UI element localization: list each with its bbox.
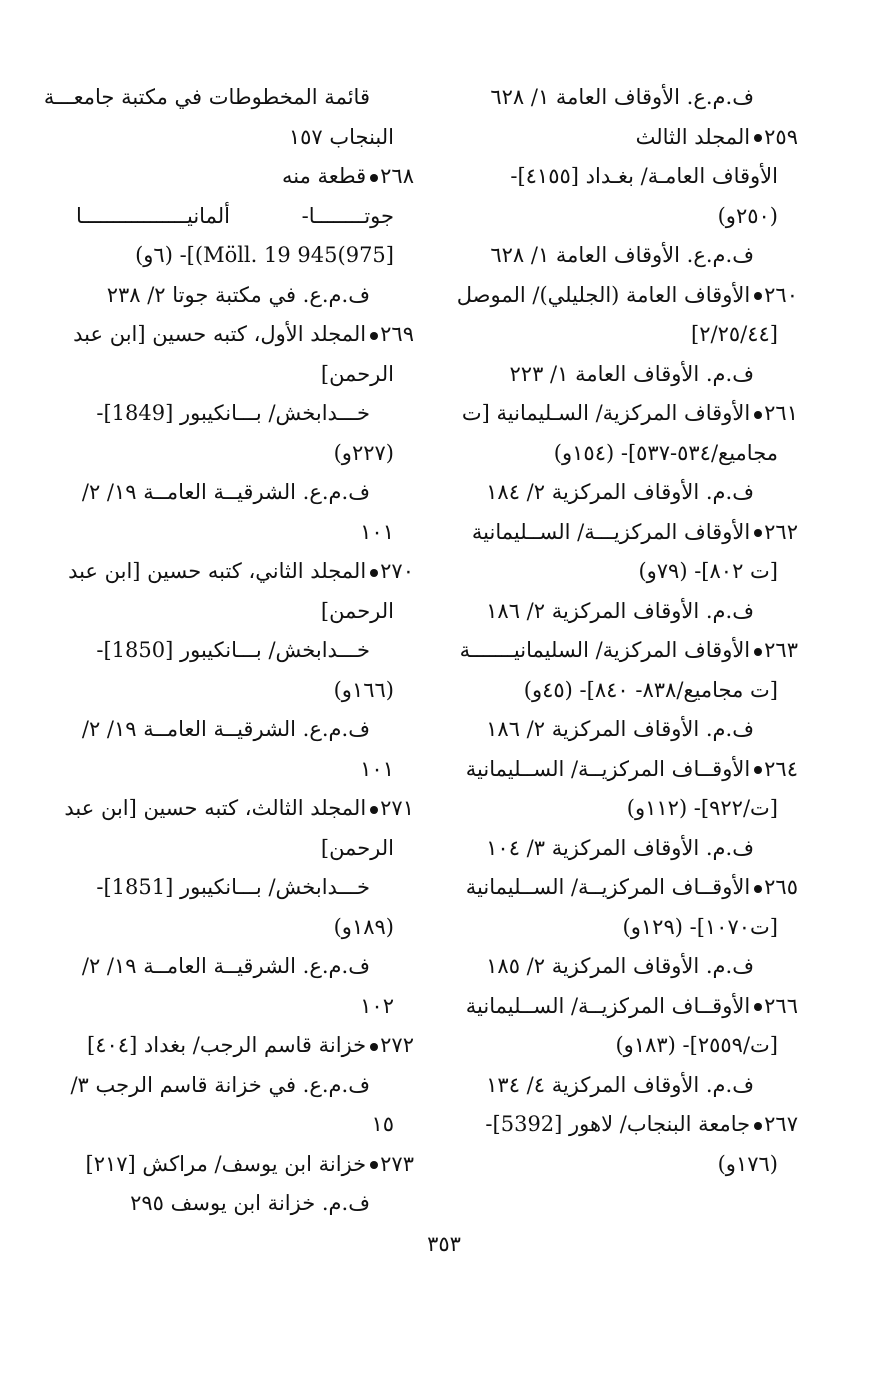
bullet-icon bbox=[754, 766, 762, 774]
right-column-line bbox=[462, 868, 798, 908]
reference-text: خـــدابخش/ بـــانكيبور [1850]- bbox=[96, 638, 370, 662]
left-column bbox=[43, 78, 414, 1224]
bullet-icon bbox=[370, 1043, 378, 1051]
entry-number: ٢٦٥ bbox=[764, 875, 798, 899]
continuation-text: ١٥ bbox=[371, 1112, 394, 1136]
right-column-line bbox=[462, 1066, 798, 1106]
entry-text: الأوقاف المركزيـــة/ الســليمانية bbox=[471, 519, 751, 544]
left-column-line bbox=[76, 987, 414, 1027]
bullet-icon bbox=[754, 648, 762, 656]
reference-text: ف.م. الأوقاف المركزية ٣/ ١٠٤ bbox=[486, 835, 754, 860]
reference-text: ف.م.ع. في خزانة قاسم الرجب ٣/ bbox=[70, 1072, 370, 1097]
continuation-text: مجاميع/٥٣٤-٥٣٧]- (١٥٤و) bbox=[553, 440, 778, 465]
left-column-line bbox=[76, 1105, 414, 1145]
left-column-line bbox=[76, 355, 414, 395]
bullet-icon bbox=[754, 529, 762, 537]
right-column-line bbox=[462, 1105, 798, 1145]
reference-text: ف.م. الأوقاف المركزية ٢/ ١٨٤ bbox=[486, 480, 754, 504]
reference-text: ف.م. الأوقاف المركزية ٢/ ١٨٥ bbox=[486, 954, 754, 978]
reference-text: ف.م.ع. الأوقاف العامة ١/ ٦٢٨ bbox=[490, 243, 754, 267]
right-column-line bbox=[462, 592, 798, 632]
continuation-text: [٢/٢٥/٤٤] bbox=[691, 322, 778, 346]
right-column-line bbox=[462, 947, 798, 987]
bullet-icon bbox=[370, 806, 378, 814]
reference-text: ف.م. الأوقاف العامة ١/ ٢٢٣ bbox=[509, 361, 754, 386]
bullet-icon bbox=[370, 332, 378, 340]
entry-number: ٢٦٦ bbox=[764, 993, 798, 1018]
entry-number: ٢٦٠ bbox=[764, 282, 798, 307]
entry-text: الأوقاف العامة (الجليلي)/ الموصل bbox=[456, 282, 751, 307]
entry-number: ٢٧٣ bbox=[380, 1151, 414, 1176]
continuation-text: [ت/٩٢٢]- (١١٢و) bbox=[626, 796, 778, 820]
entry-number: ٢٦٤ bbox=[764, 756, 798, 781]
right-column-line bbox=[462, 197, 798, 237]
entry-number: ٢٧٠ bbox=[380, 559, 414, 583]
left-column-line bbox=[76, 947, 414, 987]
left-column-line bbox=[76, 631, 414, 671]
continuation-text: ١٠١ bbox=[360, 519, 394, 544]
continuation-text: الرحمن] bbox=[320, 598, 394, 623]
reference-text: ف.م.ع. الأوقاف العامة ١/ ٦٢٨ bbox=[490, 85, 754, 109]
left-column-line bbox=[76, 1184, 414, 1224]
bullet-icon bbox=[370, 569, 378, 577]
left-column-line bbox=[43, 78, 414, 118]
left-column-line bbox=[76, 157, 414, 197]
reference-text: خـــدابخش/ بـــانكيبور [1851]- bbox=[96, 875, 370, 899]
continuation-text: [ت مجاميع/٨٣٨- ٨٤٠]- (٤٥و) bbox=[523, 677, 778, 702]
right-column-line bbox=[462, 987, 798, 1027]
right-column-line bbox=[462, 78, 798, 118]
left-column-line bbox=[76, 592, 414, 632]
right-column-line bbox=[462, 750, 798, 790]
left-column-line bbox=[76, 473, 414, 513]
continuation-text: جوتــــــــا- ألمانيـــــــــــــــــا bbox=[76, 203, 394, 228]
right-column-line bbox=[462, 671, 798, 711]
entry-text: قطعة منه bbox=[281, 164, 367, 188]
reference-text: ف.م.ع. الشرقيــة العامــة ١٩/ ٢/ bbox=[81, 480, 370, 504]
right-column-line bbox=[462, 434, 798, 474]
continuation-text: (١٧٦و) bbox=[717, 1151, 778, 1176]
entry-text: خزانة قاسم الرجب/ بغداد [٤٠٤] bbox=[87, 1033, 367, 1057]
left-column-line bbox=[76, 118, 414, 158]
right-column-line bbox=[462, 315, 798, 355]
continuation-text: ١٠٢ bbox=[360, 993, 394, 1018]
continuation-text: (٢٢٧و) bbox=[333, 440, 394, 465]
continuation-text: الرحمن] bbox=[320, 835, 394, 860]
reference-text: خـــدابخش/ بـــانكيبور [1849]- bbox=[96, 401, 370, 425]
entry-number: ٢٦٧ bbox=[764, 1112, 798, 1136]
entry-text: خزانة ابن يوسف/ مراكش [٢١٧] bbox=[85, 1151, 367, 1176]
right-column-line bbox=[462, 355, 798, 395]
entry-number: ٢٦٨ bbox=[380, 164, 414, 188]
left-column-line bbox=[73, 315, 414, 355]
bullet-icon bbox=[754, 411, 762, 419]
left-column-line bbox=[76, 908, 414, 948]
left-column-line bbox=[76, 750, 414, 790]
right-column-line bbox=[462, 236, 798, 276]
entry-text: المجلد الأول، كتبه حسين [ابن عبد bbox=[73, 322, 367, 346]
left-column-line bbox=[76, 276, 414, 316]
continuation-text: [ت/٢٥٥٩]- (١٨٣و) bbox=[615, 1033, 778, 1057]
left-column-line bbox=[64, 789, 414, 829]
bullet-icon bbox=[754, 134, 762, 142]
entry-text: الأوقــاف المركزيــة/ الســليمانية bbox=[465, 993, 751, 1018]
bullet-icon bbox=[370, 1161, 378, 1169]
right-column-line bbox=[456, 276, 798, 316]
left-column-line bbox=[76, 710, 414, 750]
continuation-text: ١٠١ bbox=[360, 756, 394, 781]
continuation-text: الأوقاف العامـة/ بغـداد [٤١٥٥]- bbox=[510, 164, 778, 188]
continuation-text: (٢٥٠و) bbox=[717, 203, 778, 228]
continuation-text: [ت ٨٠٢]- (٧٩و) bbox=[638, 559, 778, 583]
entry-text: جامعة البنجاب/ لاهور [5392]- bbox=[485, 1112, 751, 1136]
entry-number: ٢٥٩ bbox=[764, 124, 798, 149]
left-column-line bbox=[76, 236, 414, 276]
right-column-line bbox=[459, 631, 798, 671]
reference-text: ف.م.ع. في مكتبة جوتا ٢/ ٢٣٨ bbox=[106, 282, 370, 307]
right-column-line bbox=[462, 710, 798, 750]
entry-number: ٢٦١ bbox=[764, 401, 798, 425]
right-column-line bbox=[462, 829, 798, 869]
continuation-text: [975)945 Möll. 19)]- (٦و) bbox=[135, 243, 394, 267]
continuation-text: (١٦٦و) bbox=[333, 677, 394, 702]
reference-text: ف.م. الأوقاف المركزية ٤/ ١٣٤ bbox=[486, 1072, 754, 1097]
reference-text: ف.م. خزانة ابن يوسف ٢٩٥ bbox=[130, 1191, 370, 1215]
left-column-line bbox=[76, 394, 414, 434]
entry-number: ٢٧٢ bbox=[380, 1033, 414, 1057]
continuation-text: الرحمن] bbox=[320, 361, 394, 386]
bullet-icon bbox=[370, 174, 378, 182]
entry-text: المجلد الثاني، كتبه حسين [ابن عبد bbox=[68, 559, 367, 583]
reference-text: ف.م. الأوقاف المركزية ٢/ ١٨٦ bbox=[486, 598, 754, 623]
right-column-line bbox=[462, 1026, 798, 1066]
continuation-text: [ت١٠٧٠]- (١٢٩و) bbox=[622, 914, 778, 939]
reference-text: قائمة المخطوطات في مكتبة جامعـــة bbox=[43, 85, 370, 109]
left-column-line bbox=[76, 1026, 414, 1066]
entry-number: ٢٦٣ bbox=[764, 638, 798, 662]
bullet-icon bbox=[754, 1122, 762, 1130]
right-column-line bbox=[462, 552, 798, 592]
entry-text: الأوقاف المركزية/ السليمانيـــــــة bbox=[459, 638, 751, 662]
continuation-text: (١٨٩و) bbox=[333, 914, 394, 939]
entry-number: ٢٦٩ bbox=[380, 322, 414, 346]
right-column-line bbox=[462, 789, 798, 829]
right-column bbox=[456, 78, 798, 1184]
right-column-line bbox=[462, 118, 798, 158]
bullet-icon bbox=[754, 1003, 762, 1011]
right-column-line bbox=[462, 394, 798, 434]
right-column-line bbox=[462, 513, 798, 553]
entry-text: الأوقــاف المركزيــة/ الســليمانية bbox=[465, 875, 751, 899]
bullet-icon bbox=[754, 885, 762, 893]
left-column-line bbox=[76, 197, 414, 237]
entry-text: الأوقاف المركزية/ السـليمانية [ت bbox=[461, 401, 751, 425]
entry-text: الأوقــاف المركزيــة/ الســليمانية bbox=[465, 756, 751, 781]
entry-number: ٢٦٢ bbox=[764, 519, 798, 544]
left-column-line bbox=[76, 829, 414, 869]
right-column-line bbox=[462, 157, 798, 197]
entry-text: المجلد الثالث bbox=[635, 124, 751, 149]
left-column-line bbox=[70, 1066, 414, 1106]
left-column-line bbox=[76, 868, 414, 908]
right-column-line bbox=[462, 1145, 798, 1185]
left-column-line bbox=[76, 1145, 414, 1185]
left-column-line bbox=[76, 513, 414, 553]
right-column-line bbox=[462, 473, 798, 513]
left-column-line bbox=[76, 671, 414, 711]
reference-text: ف.م.ع. الشرقيــة العامــة ١٩/ ٢/ bbox=[81, 717, 370, 741]
left-column-line bbox=[76, 434, 414, 474]
right-column-line bbox=[462, 908, 798, 948]
reference-text: ف.م. الأوقاف المركزية ٢/ ١٨٦ bbox=[486, 717, 754, 741]
continuation-text: البنجاب ١٥٧ bbox=[288, 124, 394, 149]
bullet-icon bbox=[754, 292, 762, 300]
page-number: ٣٥٣ bbox=[427, 1232, 461, 1256]
left-column-line bbox=[68, 552, 414, 592]
entry-number: ٢٧١ bbox=[380, 796, 414, 820]
reference-text: ف.م.ع. الشرقيــة العامــة ١٩/ ٢/ bbox=[81, 954, 370, 978]
entry-text: المجلد الثالث، كتبه حسين [ابن عبد bbox=[64, 796, 367, 820]
